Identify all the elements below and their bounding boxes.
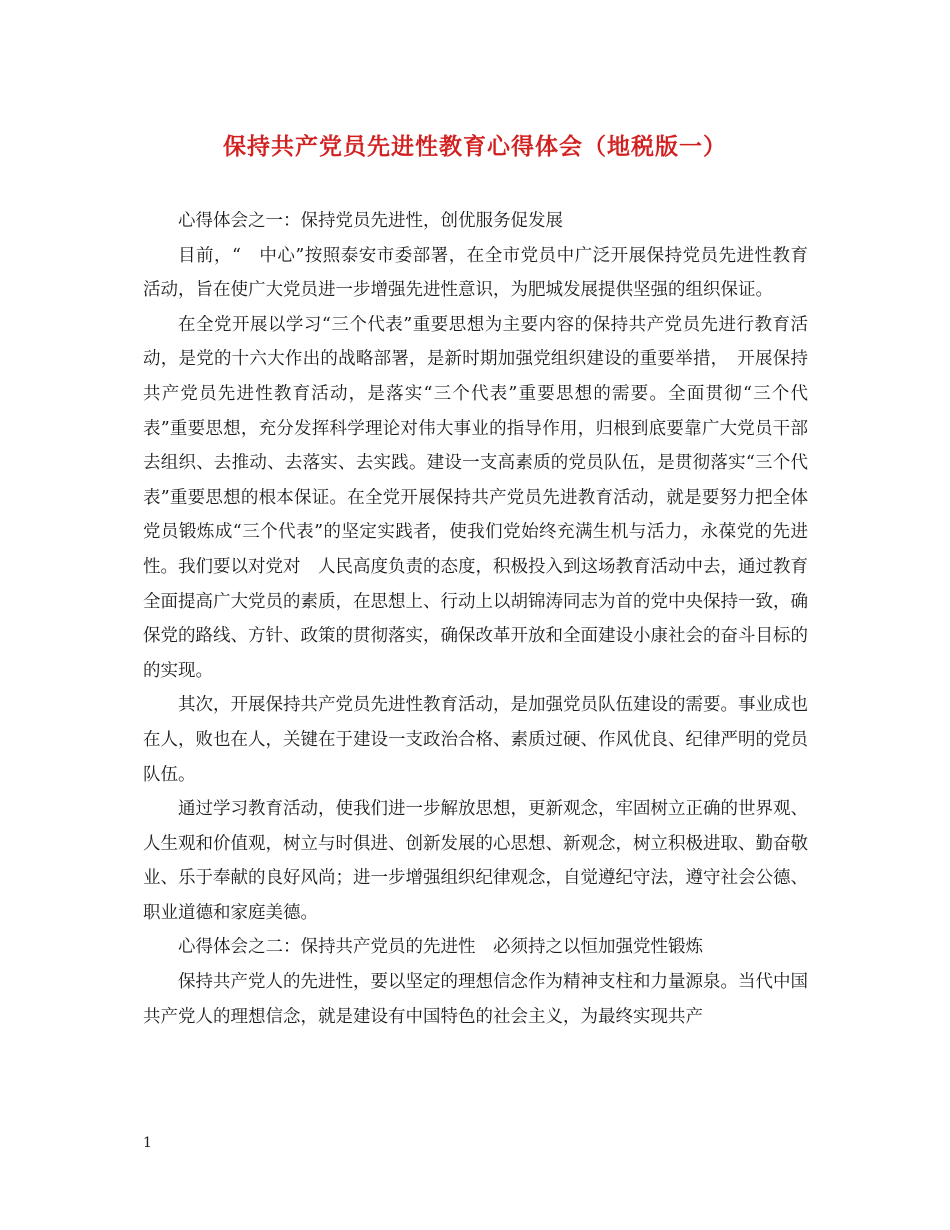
section-heading-1: 心得体会之一：保持党员先进性，创优服务促发展 [178, 211, 563, 231]
document-title: 保持共产党员先进性教育心得体会（地税版一） [223, 134, 727, 160]
section-heading-2: 心得体会之二：保持共产党员的先进性 必须持之以恒加强党性锻炼 [178, 937, 703, 958]
paragraph: 其次，开展保持共产党员先进性教育活动，是加强党员队伍建设的需要。事业成也在人，败也在人，关键在于建设一支政治合格、素质过硬、作风优良、纪律严明的党员队伍。 [143, 695, 808, 785]
paragraph: 目前，“ 中心”按照泰安市委部署，在全市党员中广泛开展保持党员先进性教育活动，旨在使广大党员进一步增强先进性意识，为肥城发展提供坚强的组织保证。 [143, 245, 808, 301]
document-body [143, 204, 808, 1034]
paragraph: 保持共产党人的先进性，要以坚定的理想信念作为精神支柱和力量源泉。当代中国共产党人的理想信念，就是建设有中国特色的社会主义，为最终实现共产 [143, 972, 808, 1027]
page-number: 1 [143, 1135, 152, 1151]
paragraph: 通过学习教育活动，使我们进一步解放思想，更新观念，牢固树立正确的世界观、人生观和价值观，树立与时俱进、创新发展的心思想、新观念，树立积极进取、勤奋敬业、乐于奉献的良好风尚；进一步增强组织纪律观念，自觉遵纪守法，遵守社会公德、职业道德和家庭美德。 [143, 799, 808, 923]
paragraph: 在全党开展以学习“三个代表”重要思想为主要内容的保持共产党员先进行教育活动，是党的十六大作出的战略部署，是新时期加强党组织建设的重要举措， 开展保持共产党员先进性教育活动，是落实“三个代表”重要思想的需要。全面贯彻“三个代表”重要思想，充分发挥科学理论对伟大事业的指导作用，归根到底要靠广大党员干部去组织、去推动、去落实、去实践。建设一支高素质的党员队伍，是贯彻落实“三个代表”重要思想的根本保证。在全党开展保持共产党员先进教育活动，就是要努力把全体党员锻炼成“三个代表”的坚定实践者，使我们党始终充满生机与活力，永葆党的先进性。我们要以对党对 人民高度负责的态度，积极投入到这场教育活动中去，通过教育全面提高广大党员的素质，在思想上、行动上以胡锦涛同志为首的党中央保持一致，确保党的路线、方针、政策的贯彻落实，确保改革开放和全面建设小康社会的奋斗目标的的实现。 [143, 314, 808, 681]
